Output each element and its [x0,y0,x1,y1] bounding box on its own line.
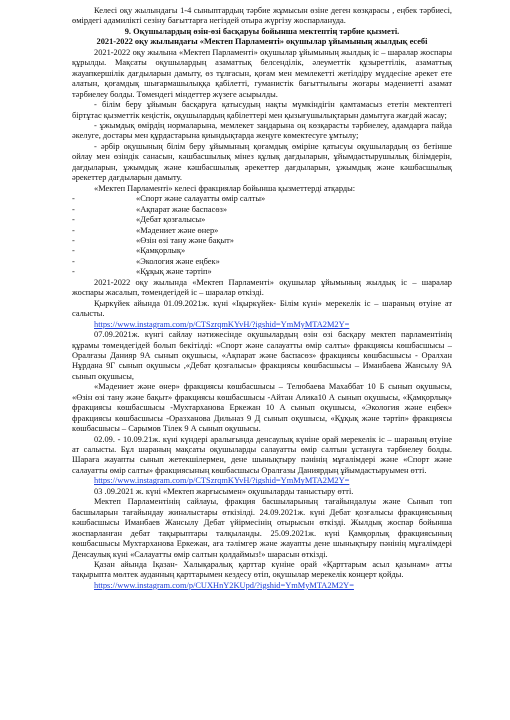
parliament-meetings-paragraph: Мектеп Парламентінің сайлауы, фракция басшыларының тағайындалуы және Сынып топ басшыларын тағайындау жиналыстары өткізілді. 24.09.2021ж. күні Дебат қозғалысы фракциясының кәшбасшысы Иманбаев Жансылу Дебат үйірмесінің отырысын өткізді. Жылдық жоспар бойынша жоспарланған дебат тақырыптары талқыланды. 25.09.2021ж. күні Қамқорлық фракциясының көшбасшысы Мухтарханова Еркежан, аға тәлімгер және жауапты дене шынықтыру пәнінің мұғалімдері Денсаулық күні «Салауатты өмір салтын қолдаймыз!» шарасын өткізді. [72,497,452,559]
health-day-paragraph: 02.09. - 10.09.21ж. күні күндері аралығында денсаулық күніне орай мерекелік іс – шараның өтуіне ат салысты. Бұл шараның мақсаты оқушыларды салауатты өмір салтын ұстануға тәрбиелеу болды. Шараға жауапты сынып жетекшілермен, дене шынықтыру пәнінің мұғалімдері және «Спорт және салауатты өмір салты» фракциясының көшбасшысы Оралғазы Даниярдың ұйымдастыруымен өтті. [72,434,452,475]
charter-paragraph: 03 .09.2021 ж. күні «Мектеп жарғысымен» оқушыларды таныстыру өтті. [94,486,354,496]
goal-paragraph: 2021-2022 оқу жылына «Мектеп Парламенті» оқушылар ұйымының жылдық іс – шаралар жоспары құрылды. Мақсаты оқушылардың азаматтық белсенділік, әлеуметтік құзыреттілік, азаматтық жауапкершілік дағдыларын дамыту, өз тұлғасын, қоғам мен мемлекетті жетілдіру мүддесіне әрекет ете алатын, қоғамдық шығармашылыққа қабілетті, гуманистік бағыттылығы жоғары мәдениетті азамат тәрбиелеу болды. Төмендегі міндеттер жүзеге асырылды. [72,47,452,99]
section-heading: 9. Оқушылардың өзін-өзі басқаруы бойынша мектептің тәрбие қызметі. [124,26,400,36]
faction-label: «Экология және еңбек» [136,256,220,266]
instagram-link[interactable]: https://www.instagram.com/p/CTSzrqmKYvH/?igshid=YmMyMTA2M2Y= [94,319,350,329]
task-item-3: - әрбір оқушының білім беру ұйымының қоғамдық өміріне қатысуы оқушылардың өз бетінше ойлау мен өзіндік санасын, кәшбасшылық мінез құлық дағдыларын, ұйымдастырушылық білімдерін, дағдыларын, ұжымдық және кәшбасшылық әрекеттер дағдыларын, ұжымдық және кәшбасшылық әрекеттер дағдыларын дамыту. [72,141,452,183]
faction-item [72,215,452,225]
factions-intro: «Мектеп Парламенті» келесі фракциялар бойынша қызметтерді атқарды: [94,183,356,193]
list-bullet: - [72,267,75,277]
faction-label: «Спорт және салауатты өмір салты» [136,194,266,204]
faction-label: «Құқық және тәртіп» [136,267,212,277]
faction-item [72,226,452,236]
faction-label: «Өзін өзі тану және бақыт» [136,235,234,245]
faction-label: «Мәдениет және өнер» [136,225,219,235]
faction-item [72,236,452,246]
list-bullet: - [72,194,75,204]
list-bullet: - [72,204,75,214]
faction-leaders-paragraph: «Мәдениет және өнер» фракциясы көшбасшысы – Телюбаева Махаббат 10 Б сынып оқушысы, «Өзін өзі тану және бақыт» фракциясы көшбасшысы -Айтан Алика10 А сынып оқушысы, «Қамқорлық» фракциясы көшбасшысы -Мухтарханова Еркежан 10 А сынып оқушысы, «Экология және еңбек» фракциясы көшбасшысы -Оразханова Дильназ 9 Д сынып оқушысы, «Құқық және тәртіп» фракциясы көшбасшысы – Сарымов Тілек 9 А сынып оқушысы. [72,382,452,434]
october-paragraph: Қазан айында Іқазан- Халықаралық қарттар күніне орай «Қарттарым асыл қазынам» атты тақырыпта мөлтек ауданның қарттарымен кездесу өтіп, оқушылар мерекелік концерт қойды. [72,560,452,580]
instagram-link[interactable]: https://www.instagram.com/p/CUXHnY2KUpd/?igshid=YmMyMTA2M2Y= [94,580,354,590]
faction-label: «Дебат қозғалысы» [136,215,206,225]
list-bullet: - [72,246,75,256]
list-bullet: - [72,235,75,245]
september-event-paragraph: Қыркүйек айында 01.09.2021ж. күні «Іқыркүйек- Білім күні» мерекелік іс – шараның өтуіне ат салысты. [72,298,452,319]
list-bullet: - [72,215,75,225]
plan-paragraph: 2021-2022 оқу жылында «Мектеп Парламенті» оқушылар ұйымының жылдық іс – шаралар жоспары жасалып, төмендегідей іс – шаралар өткізді. [72,277,452,298]
list-bullet: - [72,256,75,266]
task-item-1: - білім беру ұйымын басқаруға қатысудың нақты мүмкіндігін қамтамасыз ететін мектептегі біртұтас қызметтік кеңістік, оқушылардың қабілеттері мен қызығушылықтарын дамытуға жағдай жасау; [72,100,452,120]
faction-item [72,257,452,267]
report-title: 2021-2022 оқу жылындағы «Мектеп Парламенті» оқушылар ұйымының жылдық есебі [96,37,428,47]
faction-label: «Ақпарат және баспасөз» [136,204,228,214]
election-paragraph: 07.09.2021ж. күнгі сайлау нәтижесінде оқушылардың өзін өзі басқару мектеп парламентінің құрамы төмендегідей болып бекітілді: «Спорт және салауатты өмір салты» фракциясы көшбасшысы – Оралғазы Данияр 9А сынып оқушысы, «Ақпарат және баспасөз» фракциясы көшбасшысы - Оралхан Нұрдана 9Г сынып оқушысы ,«Дебат қозғалысы» фракциясы көшбасшысы – Иманбаева Жансылу 9А сынып оқушысы, [72,330,452,381]
faction-item [72,205,452,215]
faction-label: «Қамқорлық» [136,246,186,256]
task-item-2: - ұжымдық өмірдің нормаларына, мемлекет заңдарына оң көзқарасты тәрбиелеу, адамдарға пайда әкелуге, достары мен құрдастарына қиындықтарда жеңуге көмектесуге ұмтылу; [72,120,452,141]
faction-item [72,246,452,256]
faction-item [72,267,452,277]
faction-item [72,194,452,204]
list-bullet: - [72,225,75,235]
instagram-link[interactable]: https://www.instagram.com/p/CTSzrqmKYvH/?igshid=YmMyMTA2M2Y= [94,476,350,486]
intro-paragraph: Келесі оқу жылындағы 1-4 сыныптардың тәрбие жұмысын өзіне деген көзқарасы , еңбек тәрбиесі, өмірдегі адамилікті сезіну бағыттарға негіздей отыра жүргізу жоспарлануда. [72,6,452,26]
factions-list [72,194,452,278]
